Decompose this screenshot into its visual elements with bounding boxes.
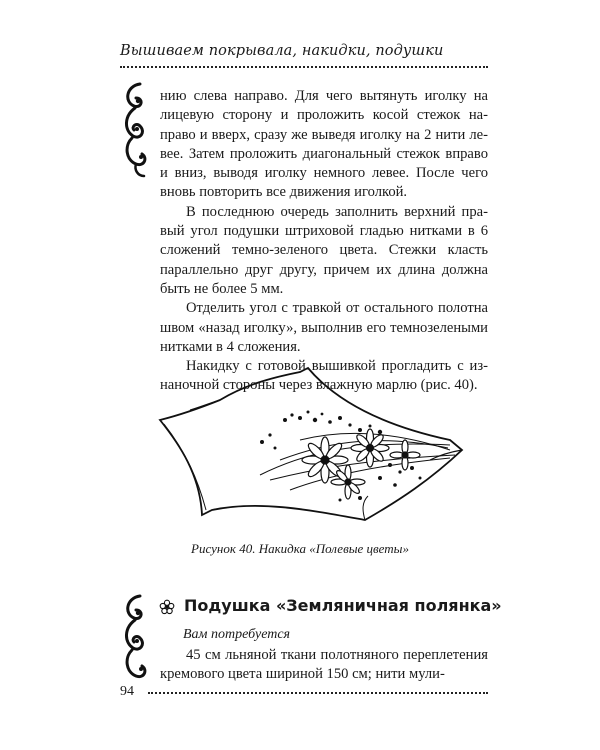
scroll-ornament-icon xyxy=(118,80,152,180)
paragraph-2: В последнюю очередь заполнить верхний правый угол подушки штриховой гладью нитками в 6 сложений темно-зеленого цвета. Стежки класть параллельно друг другу, причем их длина должна быть не более 5 мм. xyxy=(160,203,488,297)
section-title-text: Подушка «Земляничная полянка» xyxy=(184,596,502,615)
footer-dotted-rule xyxy=(148,692,488,694)
body-text-bottom xyxy=(160,646,488,685)
running-header: Вышиваем покрывала, накидки, подушки xyxy=(120,43,444,59)
paragraph-1: нию слева направо. Для чего вытянуть иголку на лицевую сторону и проложить косой стежок направо и вверх, сразу же выведя иголку на 2 нити левее. Затем проложить диагональный стежок вправо и вниз, выводя иголку немного левее. После чего вновь повторить все движения иголкой. xyxy=(160,88,488,201)
paragraph-3: Отделить угол с травкой от остального полотна швом «назад иголку», выполнив его темнозелеными нитками в 4 сложения. xyxy=(160,300,488,355)
paragraph-4: Накидку с готовой вышивкой прогладить с изнаночной стороны через влажную марлю (рис. 40). xyxy=(160,358,488,394)
scroll-ornament-icon xyxy=(118,592,152,692)
materials-paragraph: 45 см льняной ткани полотняного переплетения кремового цвета шириной 150 см; нити мули- xyxy=(160,647,488,683)
section-heading xyxy=(160,596,502,615)
page-number: 94 xyxy=(120,684,134,699)
header-dotted-rule xyxy=(120,66,488,68)
materials-label: Вам потребуется xyxy=(183,627,291,642)
embroidered-cloth-illustration xyxy=(150,360,480,535)
figure-caption: Рисунок 40. Накидка «Полевые цветы» xyxy=(191,541,409,556)
body-text-top xyxy=(160,87,488,396)
